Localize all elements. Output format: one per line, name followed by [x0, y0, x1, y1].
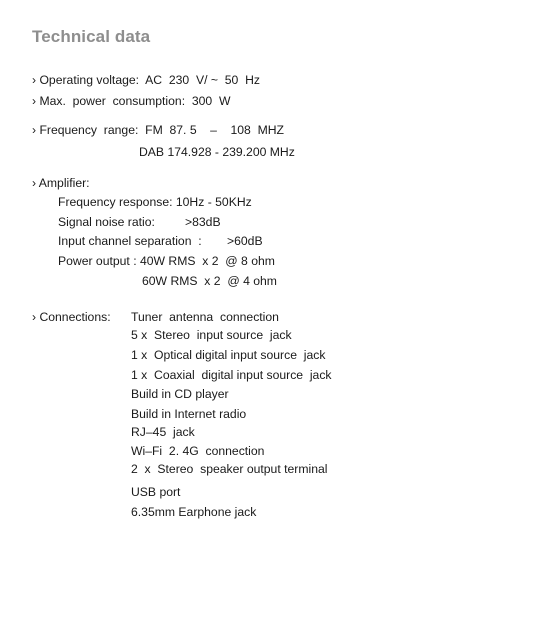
frequency-response-line: Frequency response: 10Hz - 50KHz	[58, 195, 252, 209]
page-title: Technical data	[32, 27, 151, 46]
connection-item: Tuner antenna connection	[131, 310, 279, 324]
operating-voltage-line: › Operating voltage: AC 230 V/ ~ 50 Hz	[32, 73, 260, 87]
signal-noise-value: >83dB	[185, 215, 221, 229]
connection-item: 1 x Optical digital input source jack	[131, 348, 326, 362]
connection-item: Wi–Fi 2. 4G connection	[131, 444, 265, 458]
power-output-line-1: Power output : 40W RMS x 2 @ 8 ohm	[58, 254, 275, 268]
connection-item: Build in CD player	[131, 387, 229, 401]
connection-item: 1 x Coaxial digital input source jack	[131, 368, 332, 382]
channel-separation-label: Input channel separation :	[58, 234, 202, 248]
power-output-line-2: 60W RMS x 2 @ 4 ohm	[142, 274, 277, 288]
connections-heading: › Connections:	[32, 310, 111, 324]
connection-item: 6.35mm Earphone jack	[131, 505, 257, 519]
frequency-range-line: › Frequency range: FM 87. 5 – 108 MHZ	[32, 123, 284, 137]
connection-item: RJ–45 jack	[131, 425, 195, 439]
connection-item: Build in Internet radio	[131, 407, 247, 421]
signal-noise-label: Signal noise ratio:	[58, 215, 155, 229]
connection-item: 2 x Stereo speaker output terminal	[131, 462, 328, 476]
max-power-line: › Max. power consumption: 300 W	[32, 94, 231, 108]
connection-item: 5 x Stereo input source jack	[131, 328, 292, 342]
connection-item: USB port	[131, 485, 181, 499]
dab-range-line: DAB 174.928 - 239.200 MHz	[139, 145, 295, 159]
channel-separation-value: >60dB	[227, 234, 263, 248]
amplifier-heading: › Amplifier:	[32, 176, 90, 190]
